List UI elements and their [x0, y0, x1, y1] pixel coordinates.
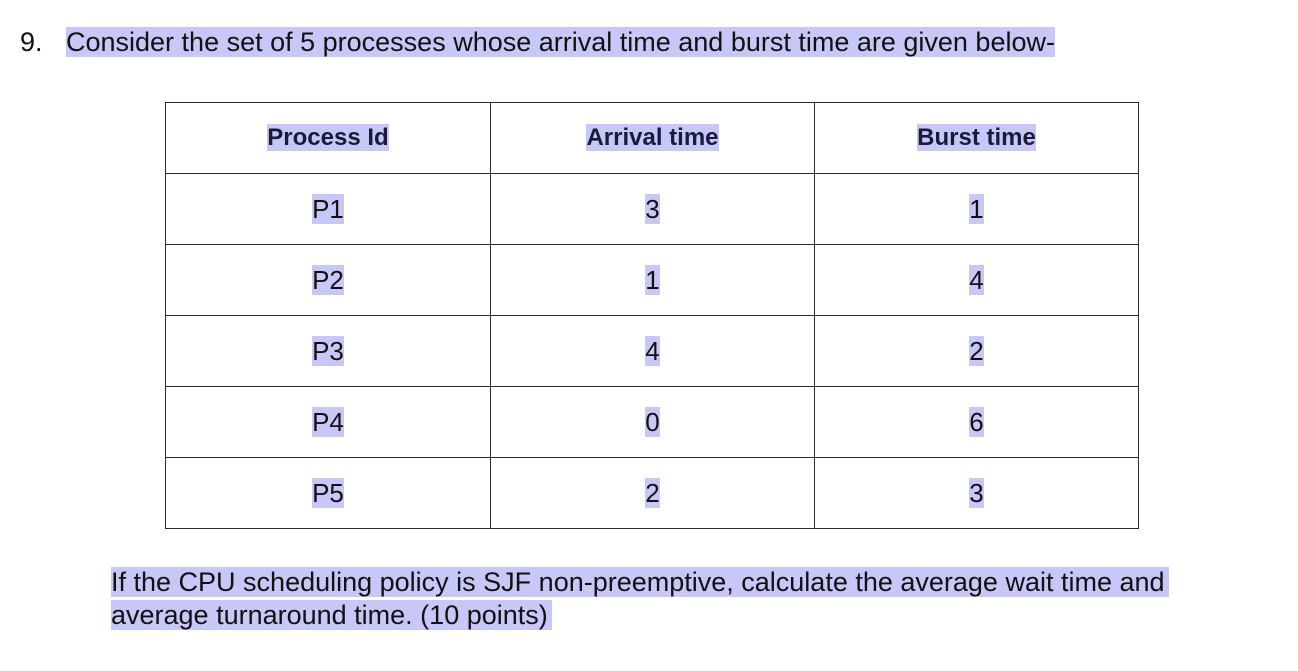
cell-arrival-time: 4: [491, 316, 815, 387]
cell-burst-time: 2: [815, 316, 1139, 387]
question-instructions: [111, 566, 1261, 632]
header-process-id: Process Id: [166, 103, 491, 174]
cell-arrival-time: 1: [491, 245, 815, 316]
table-row: [166, 174, 1139, 245]
cell-burst-time: 4: [815, 245, 1139, 316]
header-arrival-time: Arrival time: [491, 103, 815, 174]
process-table: [165, 102, 1139, 529]
cell-arrival-time: 0: [491, 387, 815, 458]
cell-process-id: P5: [166, 458, 491, 529]
cell-burst-time: 3: [815, 458, 1139, 529]
table-row: [166, 245, 1139, 316]
cell-process-id: P3: [166, 316, 491, 387]
header-burst-time: Burst time: [815, 103, 1139, 174]
cell-burst-time: 6: [815, 387, 1139, 458]
question-number: 9.: [20, 27, 43, 57]
table-row: [166, 458, 1139, 529]
table-row: [166, 387, 1139, 458]
instructions-line-2: average turnaround time. (10 points): [111, 600, 552, 630]
cell-arrival-time: 2: [491, 458, 815, 529]
instructions-line-1: If the CPU scheduling policy is SJF non-preemptive, calculate the average wait time and: [111, 567, 1169, 597]
table-row: [166, 316, 1139, 387]
cell-arrival-time: 3: [491, 174, 815, 245]
cell-process-id: P4: [166, 387, 491, 458]
table-header-row: [166, 103, 1139, 174]
cell-process-id: P1: [166, 174, 491, 245]
question-text: Consider the set of 5 processes whose arrival time and burst time are given below-: [66, 27, 1055, 57]
question-heading: [20, 24, 1055, 60]
cell-process-id: P2: [166, 245, 491, 316]
cell-burst-time: 1: [815, 174, 1139, 245]
